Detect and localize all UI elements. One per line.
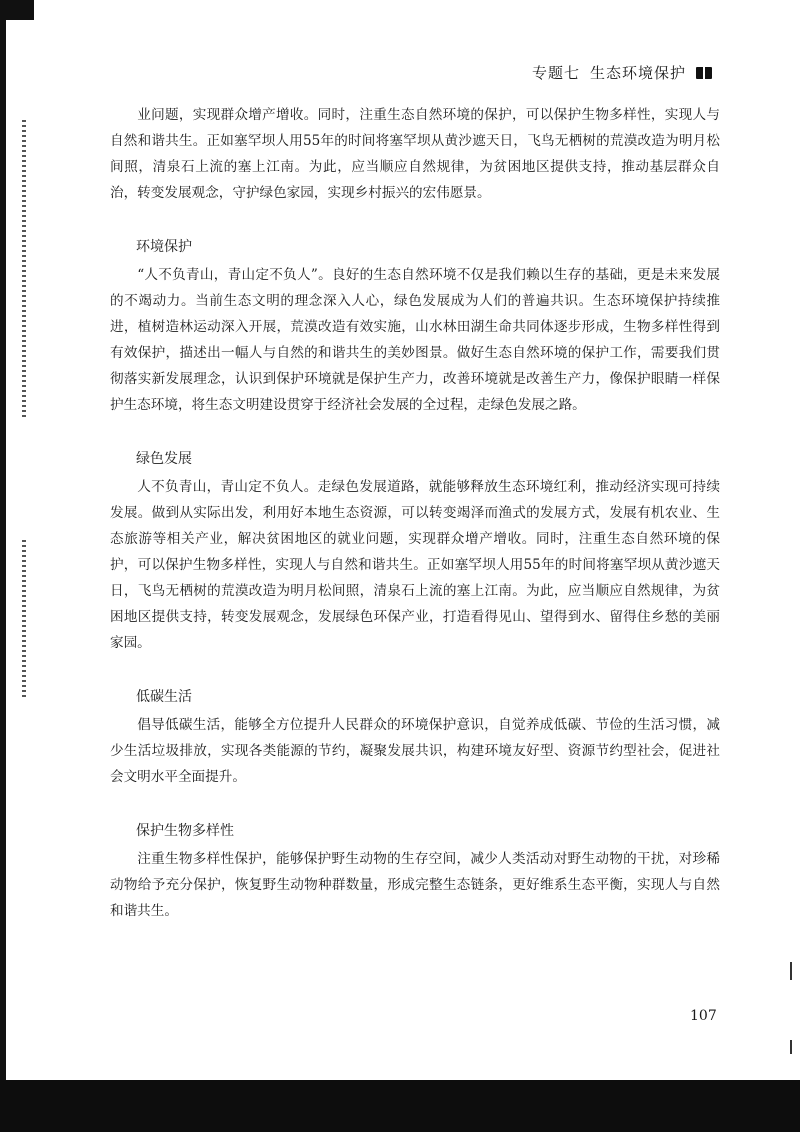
scan-border-bottom — [0, 1080, 800, 1132]
scan-noise — [22, 540, 26, 700]
scan-noise — [22, 120, 26, 420]
section-heading-biodiversity: 保护生物多样性 — [136, 823, 234, 839]
scan-corner-mark — [0, 0, 34, 20]
section-heading-environment: 环境保护 — [136, 239, 192, 255]
section-body-low-carbon: 倡导低碳生活，能够全方位提升人民群众的环境保护意识，自觉养成低碳、节俭的生活习惯，减少生活垃圾排放，实现各类能源的节约，凝聚发展共识，构建环境友好型、资源节约型社会，促进社会文明水平全面提升。 — [110, 717, 720, 785]
scan-border-left — [0, 0, 6, 1080]
section-body-environment: “人不负青山，青山定不负人”。良好的生态自然环境不仅是我们赖以生存的基础，更是未来发展的不竭动力。当前生态文明的理念深入人心，绿色发展成为人们的普遍共识。生态环境保护持续推进，植树造林运动深入开展，荒漠改造有效实施，山水林田湖生命共同体逐步形成，生物多样性得到有效保护，描述出一幅人与自然的和谐共生的美妙图景。做好生态自然环境的保护工作，需要我们贯彻落实新发展理念，认识到保护环境就是保护生产力，改善环境就是改善生产力，像保护眼睛一样保护生态环境，将生态文明建设贯穿于经济社会发展的全过程，走绿色发展之路。 — [110, 267, 720, 413]
page-content — [110, 96, 720, 924]
section-heading-green-development: 绿色发展 — [136, 451, 192, 467]
scan-mark-right — [790, 1040, 792, 1054]
running-header — [532, 62, 712, 83]
section-body-green-development: 人不负青山，青山定不负人。走绿色发展道路，就能够释放生态环境红利，推动经济实现可持续发展。做到从实际出发，利用好本地生态资源，可以转变竭泽而渔式的发展方式，发展有机农业、生态旅游等相关产业，解决贫困地区的就业问题，实现群众增产增收。同时，注重生态自然环境的保护，可以保护生物多样性，实现人与自然和谐共生。正如塞罕坝人用55年的时间将塞罕坝从黄沙遮天日，飞鸟无栖树的荒漠改造为明月松间照，清泉石上流的塞上江南。为此，应当顺应自然规律，为贫困地区提供支持，转变发展观念，发展绿色环保产业，打造看得见山、望得到水、留得住乡愁的美丽家园。 — [110, 479, 720, 651]
page-number: 107 — [690, 1008, 717, 1024]
book-icon — [696, 66, 712, 80]
section-heading-low-carbon: 低碳生活 — [136, 689, 192, 705]
scan-mark-right — [790, 962, 792, 980]
section-body-biodiversity: 注重生物多样性保护，能够保护野生动物的生存空间，减少人类活动对野生动物的干扰，对珍稀动物给予充分保护，恢复野生动物种群数量，形成完整生态链条，更好维系生态平衡，实现人与自然和谐共生。 — [110, 851, 720, 919]
intro-paragraph: 业问题，实现群众增产增收。同时，注重生态自然环境的保护，可以保护生物多样性，实现人与自然和谐共生。正如塞罕坝人用55年的时间将塞罕坝从黄沙遮天日，飞鸟无栖树的荒漠改造为明月松间照，清泉石上流的塞上江南。为此，应当顺应自然规律，为贫困地区提供支持，推动基层群众自治，转变发展观念，守护绿色家园，实现乡村振兴的宏伟愿景。 — [110, 107, 720, 201]
header-section: 专题七 — [531, 64, 580, 82]
header-title: 生态环境保护 — [589, 64, 686, 82]
